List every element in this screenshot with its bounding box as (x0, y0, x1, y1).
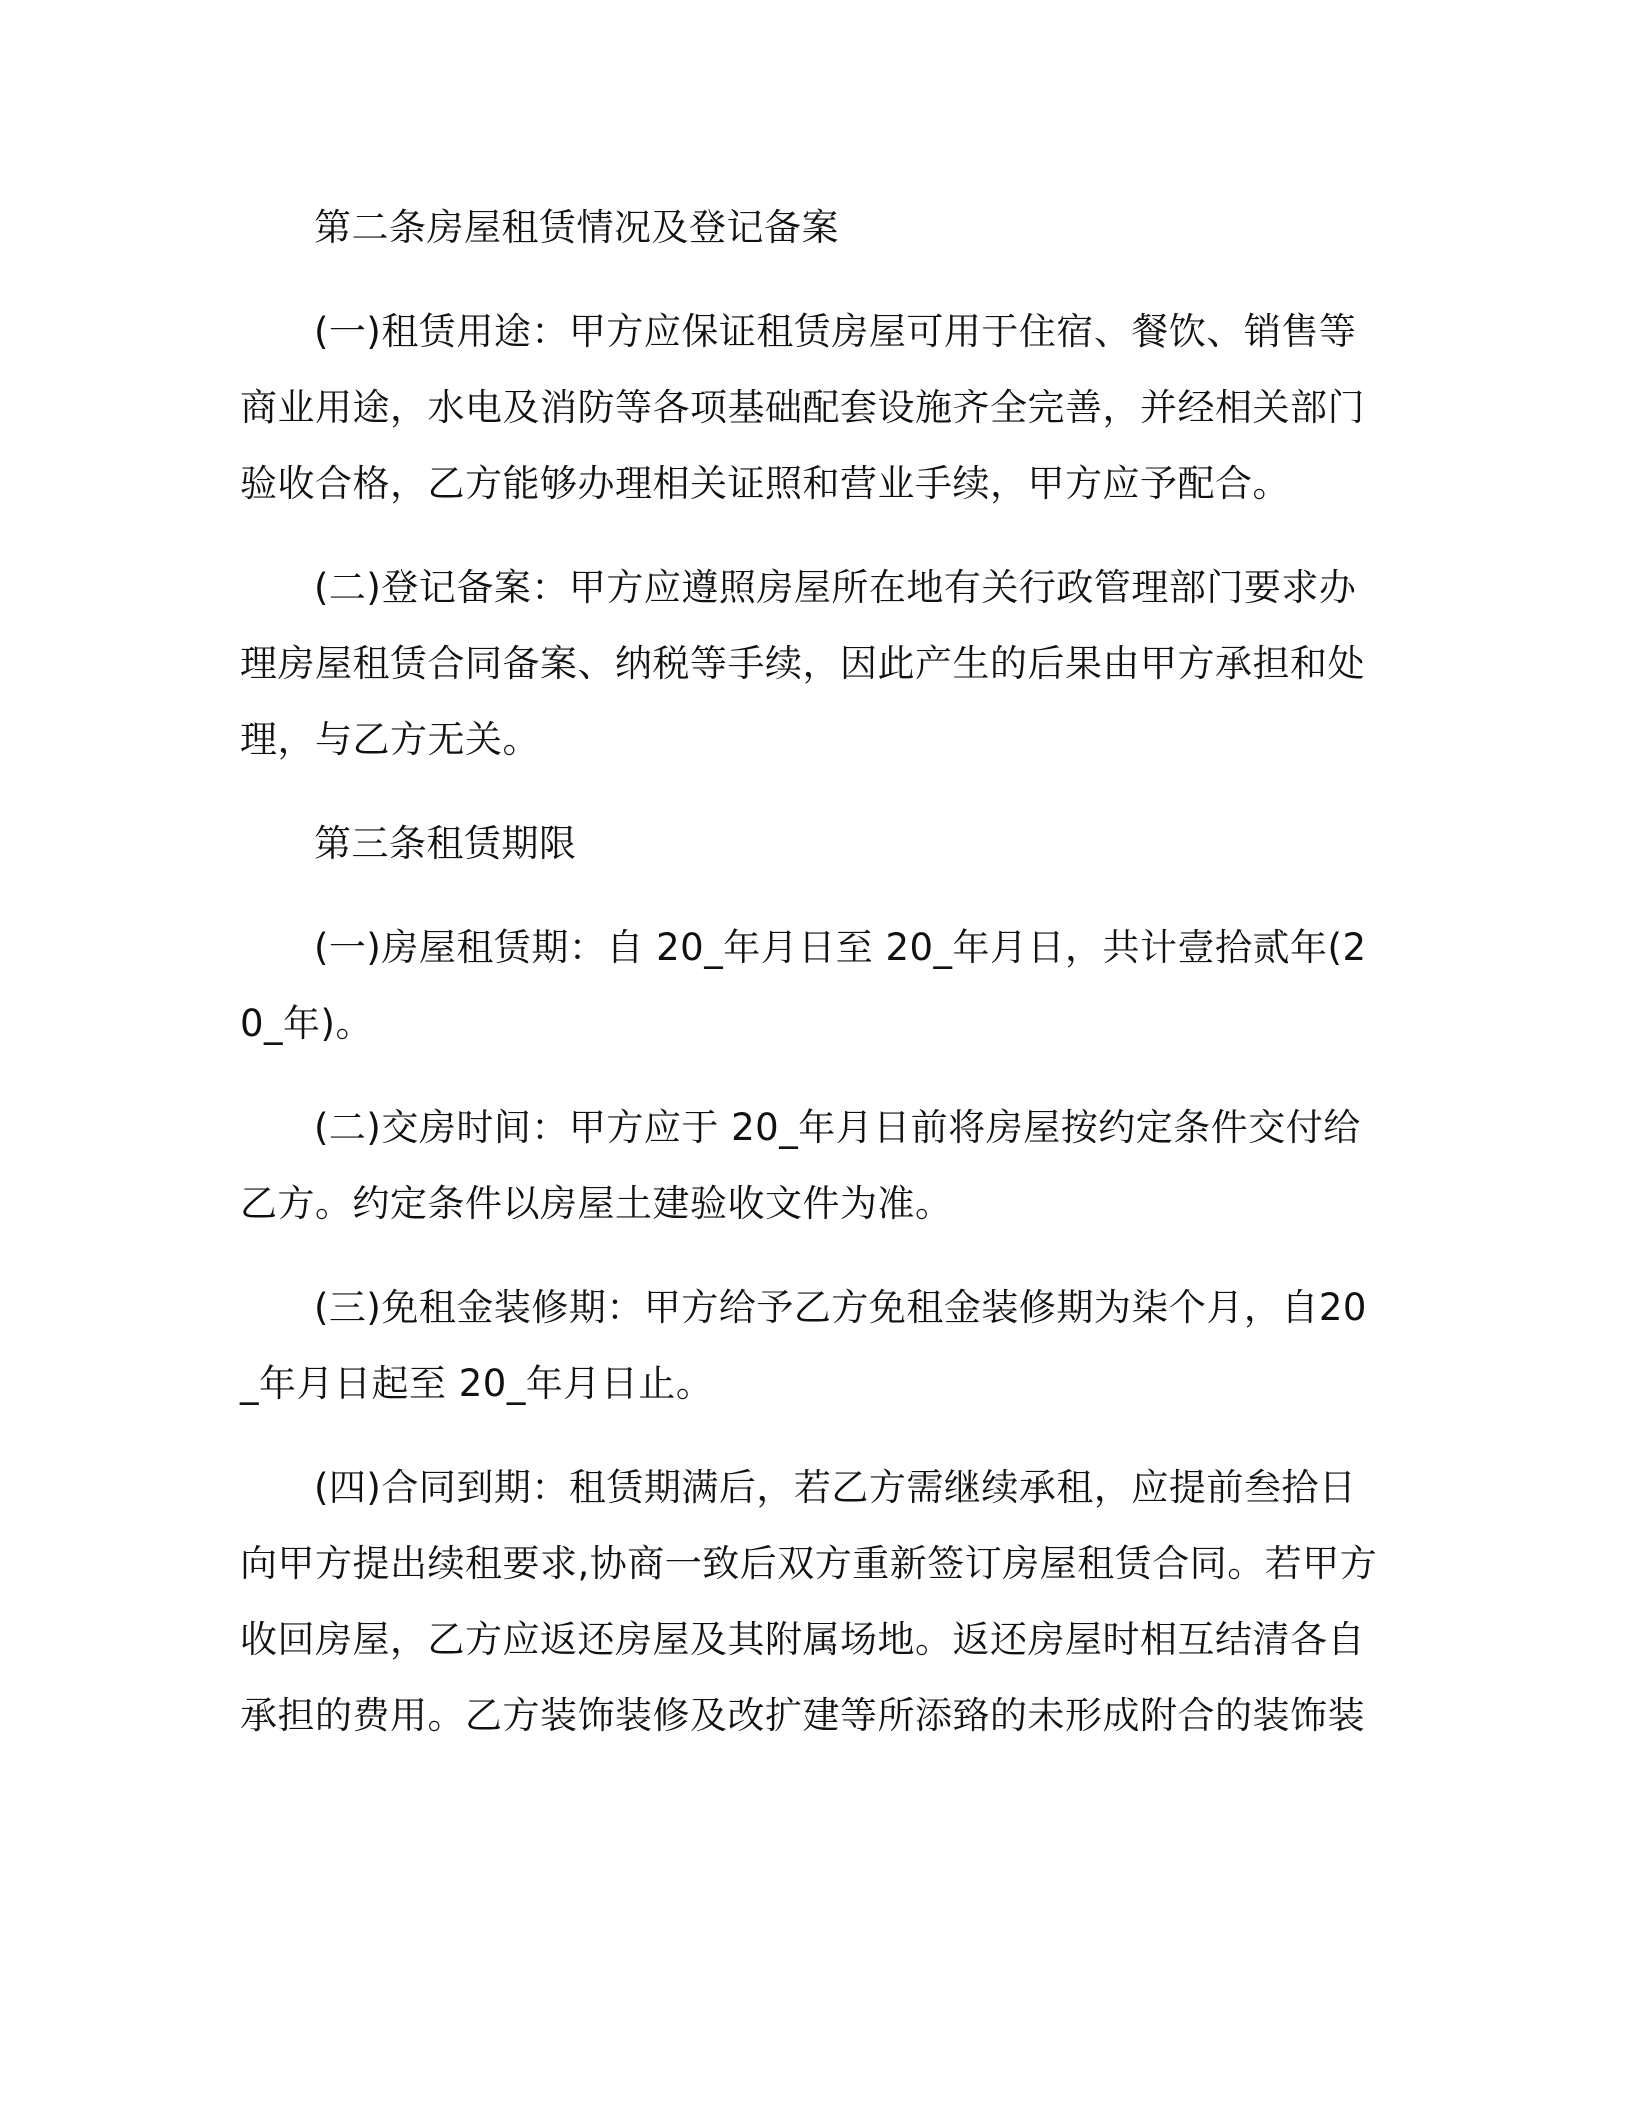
paragraph-rent-free-period: (三)免租金装修期：甲方给予乙方免租金装修期为柒个月，自20_年月日起至 20_年月日止。 (240, 1286, 1367, 1405)
document-page (240, 190, 1380, 1782)
section-heading-article-2: 第二条房屋租赁情况及登记备案 (314, 206, 839, 249)
section-heading-article-3: 第三条租赁期限 (314, 822, 577, 865)
paragraph-handover-time: (二)交房时间：甲方应于 20_年月日前将房屋按约定条件交付给乙方。约定条件以房屋土建验收文件为准。 (240, 1106, 1361, 1225)
paragraph-lease-purpose: (一)租赁用途：甲方应保证租赁房屋可用于住宿、餐饮、销售等商业用途，水电及消防等各项基础配套设施齐全完善，并经相关部门验收合格，乙方能够办理相关证照和营业手续，甲方应予配合。 (240, 310, 1365, 505)
paragraph-contract-expiry: (四)合同到期：租赁期满后，若乙方需继续承租，应提前叁拾日向甲方提出续租要求,协商一致后双方重新签订房屋租赁合同。若甲方收回房屋，乙方应返还房屋及其附属场地。返还房屋时相互结清各自承担的费用。乙方装饰装修及改扩建等所添臵的未形成附合的装饰装 (240, 1466, 1378, 1737)
paragraph-lease-term: (一)房屋租赁期：自 20_年月日至 20_年月日，共计壹拾贰年(20_年)。 (240, 926, 1367, 1045)
paragraph-registration-filing: (二)登记备案：甲方应遵照房屋所在地有关行政管理部门要求办理房屋租赁合同备案、纳税等手续，因此产生的后果由甲方承担和处理，与乙方无关。 (240, 566, 1365, 761)
